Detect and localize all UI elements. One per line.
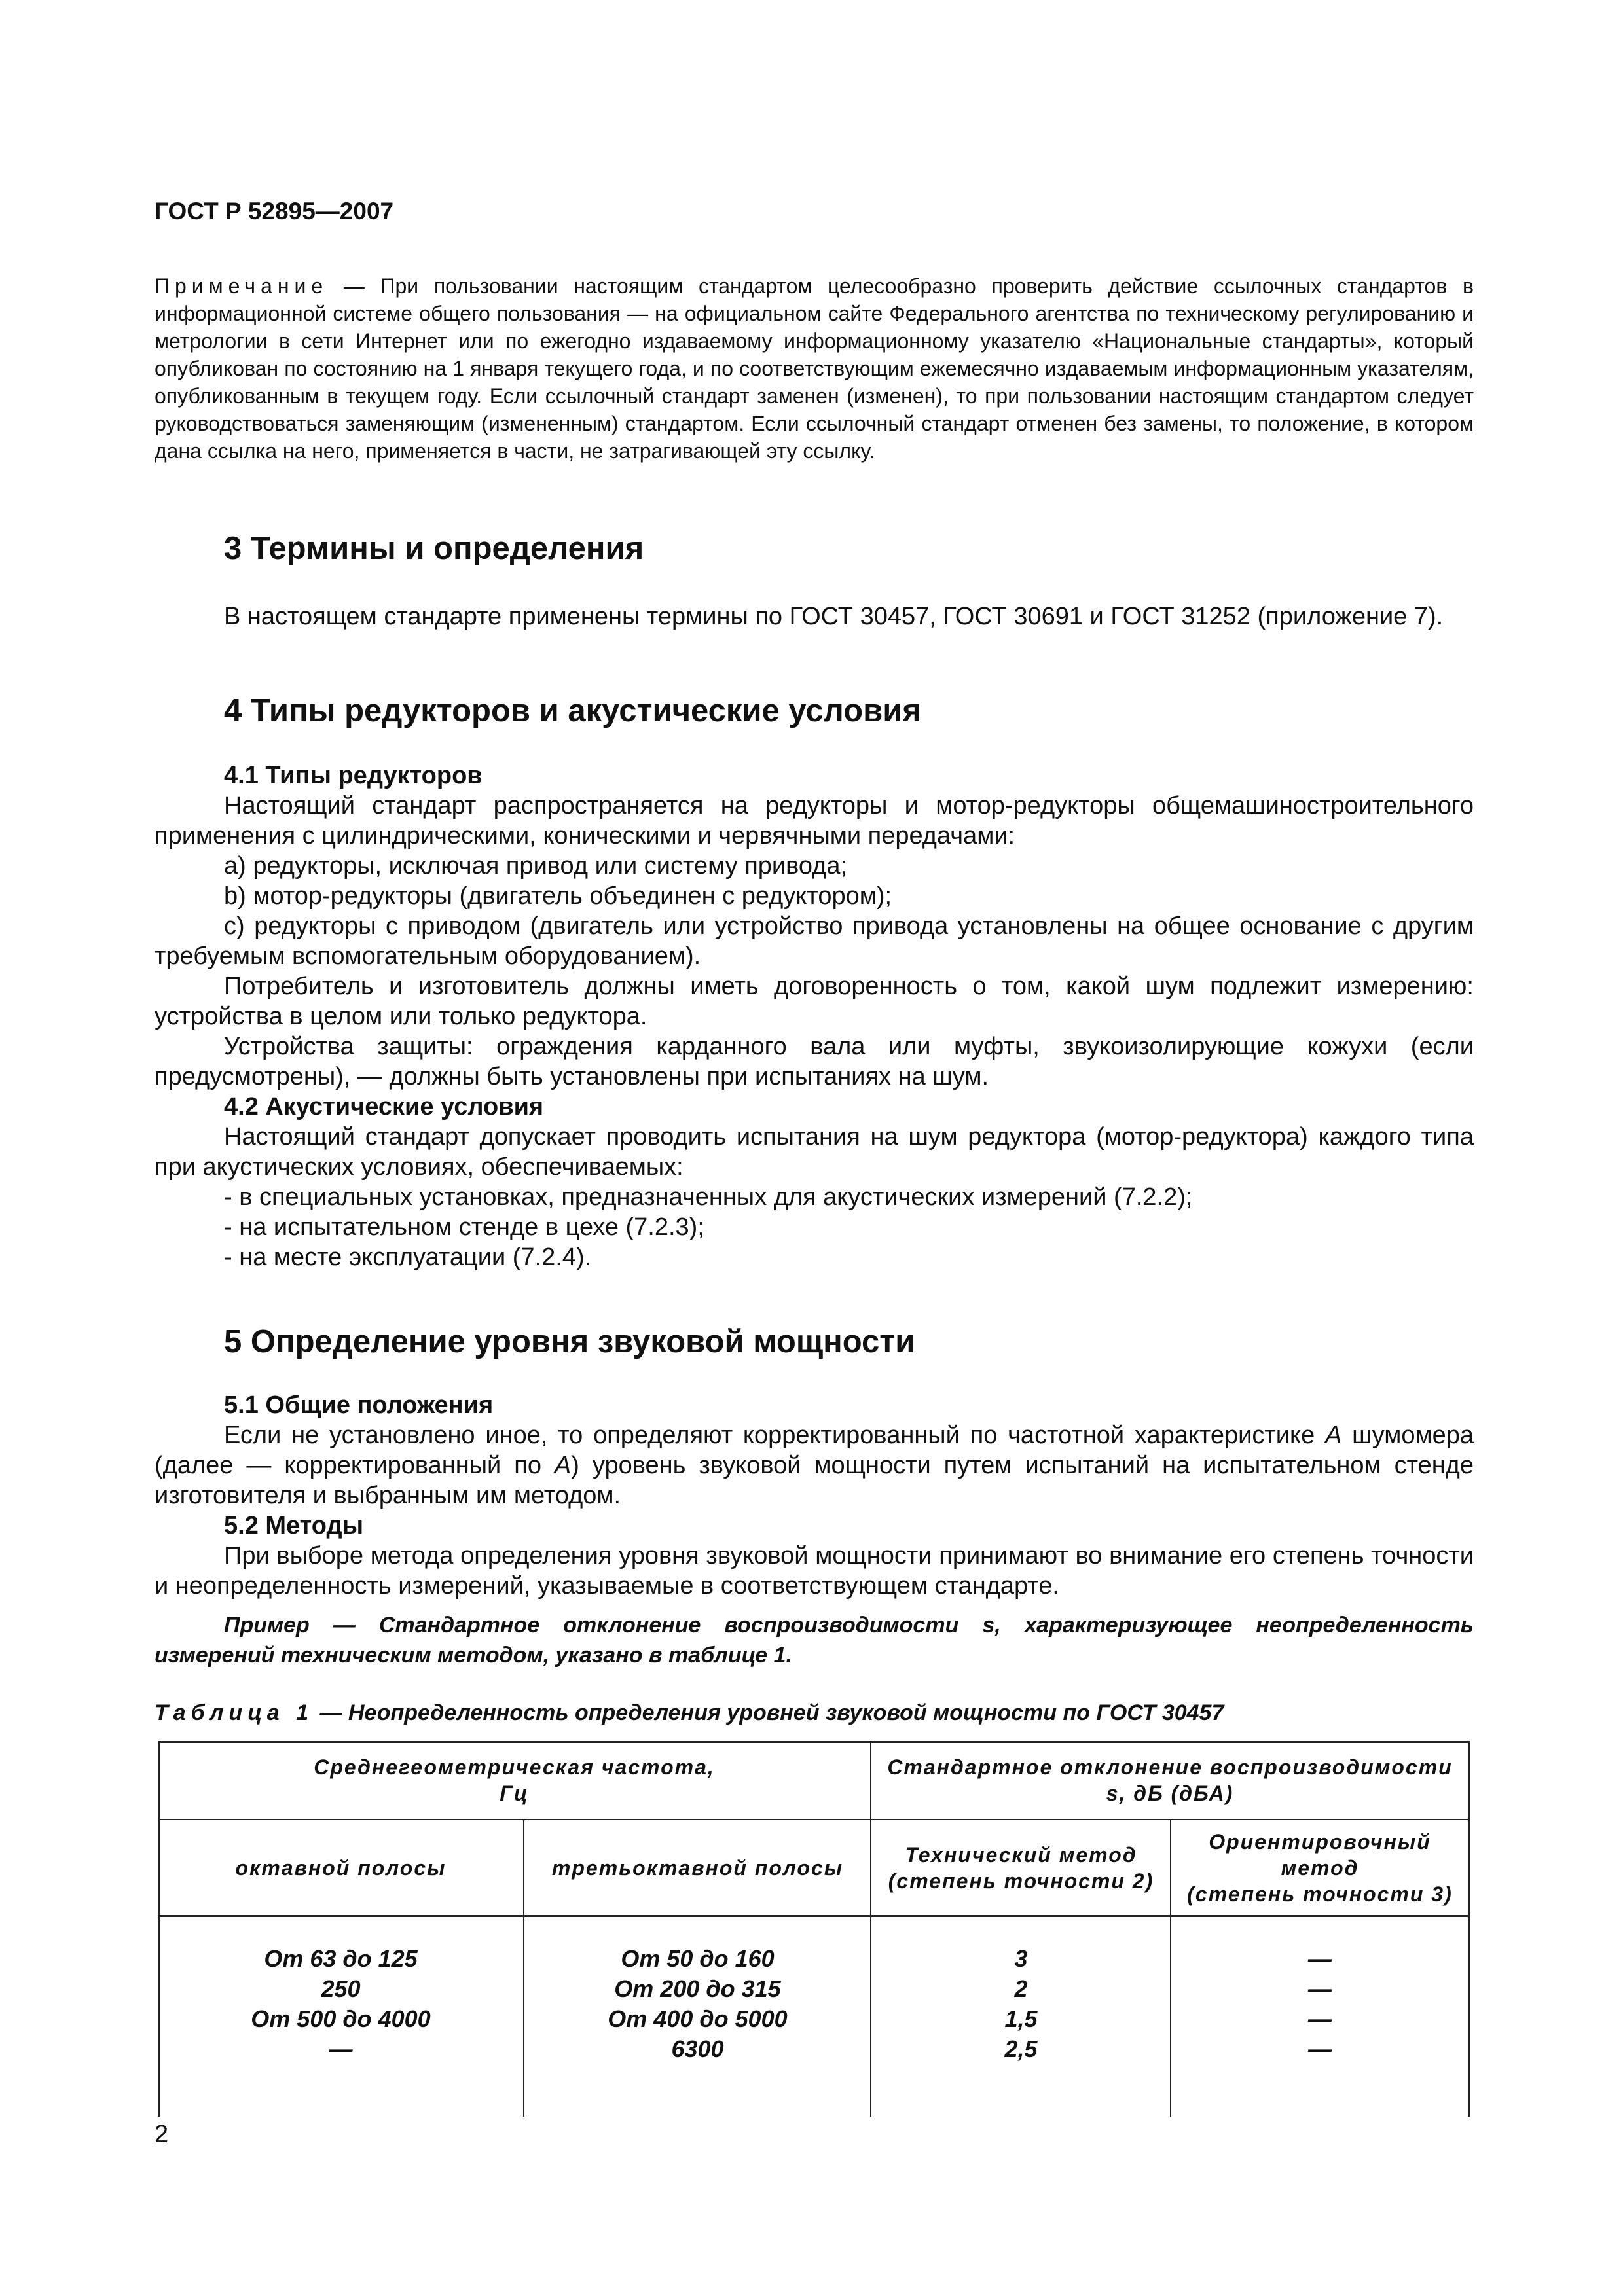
table-cell: 1,5	[1004, 2005, 1038, 2032]
section-5-title: 5 Определение уровня звуковой мощности	[224, 1324, 915, 1359]
table-caption-label: Таблица 1	[155, 1700, 314, 1725]
list-item: - на месте эксплуатации (7.2.4).	[224, 1244, 592, 1271]
note-paragraph	[155, 272, 1474, 465]
text-run-italic: А	[554, 1452, 572, 1479]
column-octave	[158, 1944, 524, 2064]
uncertainty-table	[158, 1741, 1470, 2117]
table-caption	[155, 1700, 1224, 1726]
column-third-octave	[524, 1944, 871, 2064]
section-4-title: 4 Типы редукторов и акустические условия	[224, 693, 921, 728]
table-cell: От 63 до 125	[264, 1945, 418, 1972]
section-3-text: В настоящем стандарте применены термины по ГОСТ 30457, ГОСТ 30691 и ГОСТ 31252 (приложение 7).	[224, 603, 1444, 630]
paragraph: Настоящий стандарт распространяется на редукторы и мотор-редукторы общемашиностроительного применения с цилиндрическими, коническими и червячными передачами:	[155, 792, 1474, 850]
section-5-body	[155, 1390, 1474, 1601]
header-frequency: Среднегеометрическая частота, Гц	[314, 1755, 715, 1805]
text-run-italic: А	[1325, 1422, 1342, 1449]
header-third-octave: третьоктавной полосы	[551, 1856, 844, 1880]
table-cell: От 400 до 5000	[608, 2005, 788, 2032]
table-cell: От 200 до 315	[614, 1975, 781, 2002]
header-std-deviation: Стандартное отклонение воспроизводимости s, дБ (дБА)	[887, 1755, 1453, 1805]
list-item: a) редукторы, исключая привод или систему привода;	[224, 852, 848, 880]
header-orientation-method: Ориентировочный метод (степень точности 3)	[1187, 1830, 1453, 1906]
column-technical	[871, 1944, 1171, 2064]
table-cell: —	[1308, 1945, 1332, 1972]
note-label: Примечание	[155, 274, 329, 298]
header-technical-method: Технический метод (степень точности 2)	[888, 1843, 1154, 1893]
text-run: Если не установлено иное, то определяют корректированный по частотной характеристике	[224, 1422, 1325, 1449]
paragraph: Устройства защиты: ограждения карданного вала или муфты, звукоизолирующие кожухи (если предусмотрены), — должны быть установлены при испытаниях на шум.	[155, 1033, 1474, 1090]
table-cell: 2	[1014, 1975, 1028, 2002]
table-cell: —	[1308, 2005, 1332, 2032]
subsection-5-1-title: 5.1 Общие положения	[224, 1391, 494, 1419]
table-cell: 2,5	[1004, 2036, 1038, 2062]
subsection-4-1-title: 4.1 Типы редукторов	[224, 762, 483, 789]
table-cell: 3	[1014, 1945, 1028, 1972]
list-item: - в специальных установках, предназначенных для акустических измерений (7.2.2);	[224, 1183, 1193, 1211]
table-cell: —	[329, 2036, 353, 2062]
table-cell: 250	[321, 1975, 361, 2002]
example-paragraph: Пример — Стандартное отклонение воспроизводимости s, характеризующее неопределенность измерений техническим методом, указано в таблице 1.	[155, 1613, 1474, 1668]
list-item: - на испытательном стенде в цехе (7.2.3);	[224, 1213, 704, 1241]
document-id-header: ГОСТ Р 52895—2007	[155, 198, 394, 224]
subsection-4-2-title: 4.2 Акустические условия	[224, 1093, 544, 1121]
header-octave: октавной полосы	[235, 1856, 447, 1880]
paragraph	[155, 1420, 1474, 1511]
table-caption-text: — Неопределенность определения уровней звуковой мощности по ГОСТ 30457	[313, 1700, 1224, 1725]
list-item: b) мотор-редукторы (двигатель объединен с редуктором);	[224, 882, 892, 910]
text-run: ) уровень звуковой мощности путем испытаний на испытательном стенде изготовителя и выбранным им методом.	[155, 1452, 1474, 1509]
section-4-body	[155, 761, 1474, 1272]
table-cell: От 500 до 4000	[251, 2005, 431, 2032]
paragraph: Потребитель и изготовитель должны иметь договоренность о том, какой шум подлежит измерению: устройства в целом или только редуктора.	[155, 973, 1474, 1030]
note-text: — При пользовании настоящим стандартом целесообразно проверить действие ссылочных стандартов в информационной системе общего пользования — на официальном сайте Федерального агентства по техническому регулированию и метрологии в сети Интернет или по ежегодно издаваемому информационному указателю «Национальные стандарты», который опубликован по состоянию на 1 января текущего года, и по соответствующим ежемесячно издаваемым информационным указателям, опубликованным в текущем году. Если ссылочный стандарт заменен (изменен), то при пользовании настоящим стандартом следует руководствоваться заменяющим (измененным) стандартом. Если ссылочный стандарт отменен без замены, то положение, в котором дана ссылка на него, применяется в части, не затрагивающей эту ссылку.	[155, 274, 1474, 463]
table-cell: —	[1308, 1975, 1332, 2002]
text-run: шумомера (далее — корректированный по	[155, 1422, 1474, 1479]
paragraph: При выборе метода определения уровня звуковой мощности принимают во внимание его степень точности и неопределенность измерений, указываемые в соответствующем стандарте.	[155, 1542, 1474, 1600]
section-3-body	[155, 601, 1474, 632]
list-item: c) редукторы с приводом (двигатель или устройство привода установлены на общее основание с другим требуемым вспомогательным оборудованием).	[155, 912, 1474, 970]
column-orientation	[1171, 1944, 1468, 2064]
page-number: 2	[155, 2121, 169, 2148]
table-cell: 6300	[671, 2036, 724, 2062]
table-cell: —	[1308, 2036, 1332, 2062]
table-cell: От 50 до 160	[621, 1945, 775, 1972]
paragraph: Настоящий стандарт допускает проводить испытания на шум редуктора (мотор-редуктора) каждого типа при акустических условиях, обеспечиваемых:	[155, 1123, 1474, 1181]
section-3-title: 3 Термины и определения	[224, 531, 644, 566]
subsection-5-2-title: 5.2 Методы	[224, 1512, 364, 1539]
